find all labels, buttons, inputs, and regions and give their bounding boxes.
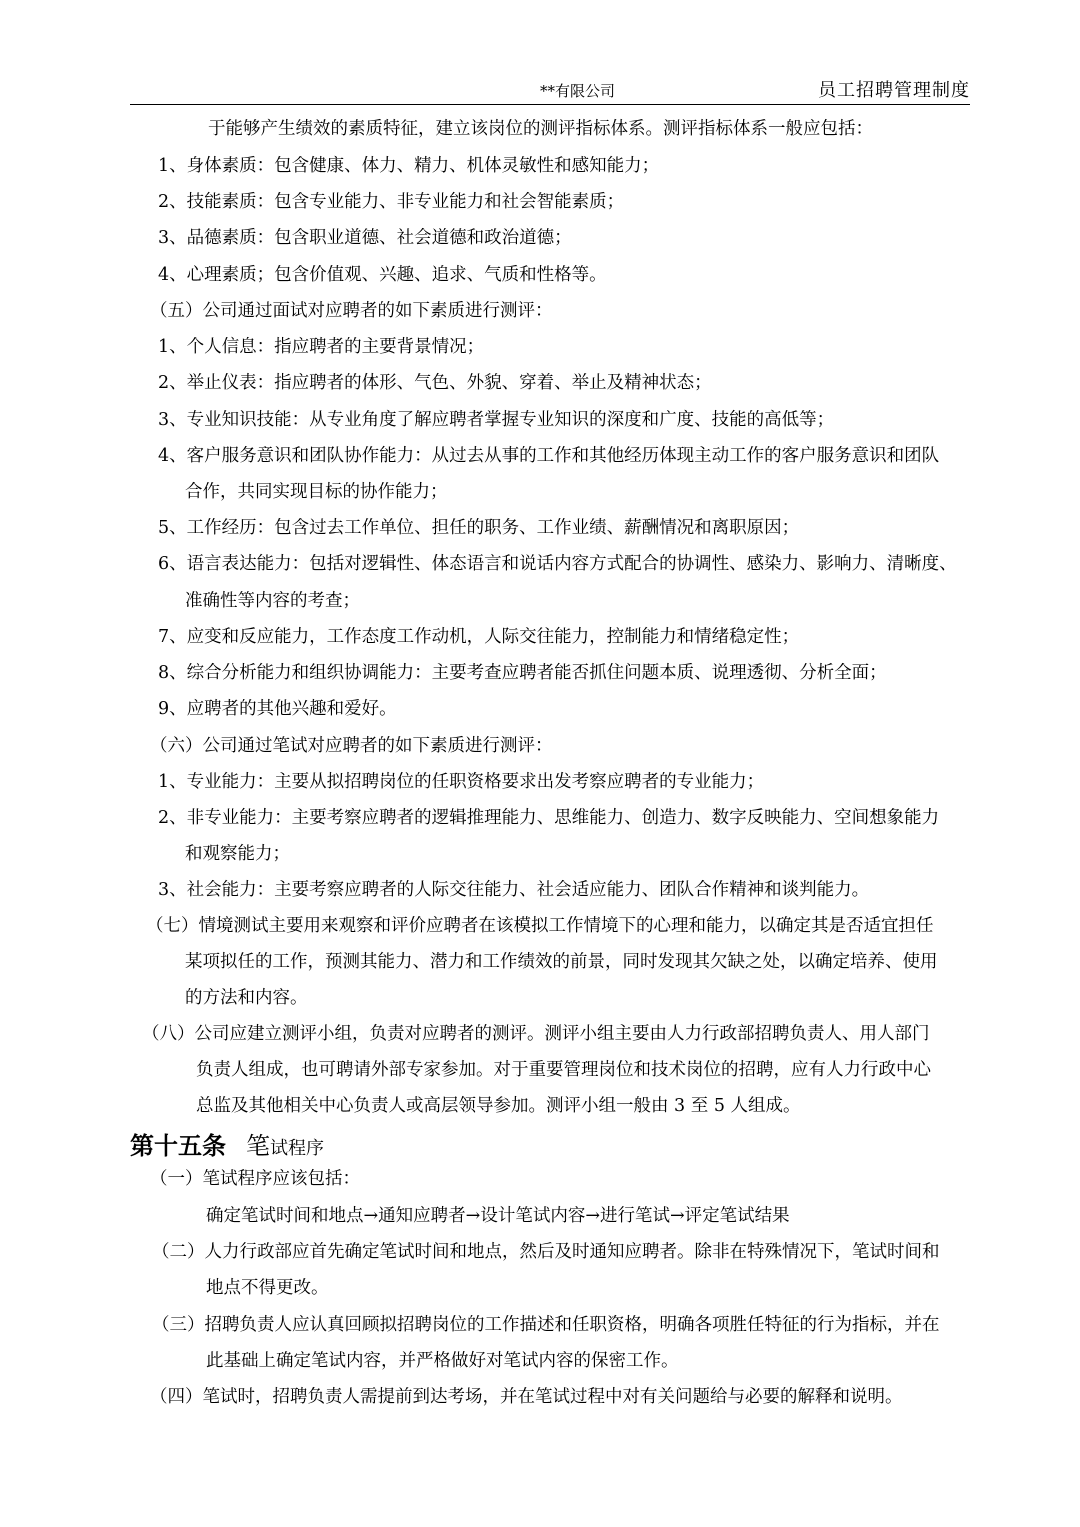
text-line: 负责人组成，也可聘请外部专家参加。对于重要管理岗位和技术岗位的招聘，应有人力行政中心 [196, 1060, 931, 1080]
text-line: （三）招聘负责人应认真回顾拟招聘岗位的工作描述和任职资格，明确各项胜任特征的行为指标，并在 [152, 1315, 940, 1335]
text-line: （二）人力行政部应首先确定笔试时间和地点，然后及时通知应聘者。除非在特殊情况下，笔试时间和 [152, 1242, 940, 1262]
text-line: 2、举止仪表：指应聘者的体形、气色、外貌、穿着、举止及精神状态； [158, 373, 712, 393]
text-line: 2、非专业能力：主要考察应聘者的逻辑推理能力、思维能力、创造力、数字反映能力、空间想象能力 [158, 808, 940, 828]
article-title-rest: 试程序 [270, 1138, 324, 1159]
text-line: （四）笔试时，招聘负责人需提前到达考场，并在笔试过程中对有关问题给与必要的解释和说明。 [150, 1387, 903, 1407]
text-line: 合作，共同实现目标的协作能力； [185, 482, 448, 502]
text-line: 3、社会能力：主要考察应聘者的人际交往能力、社会适应能力、团队合作精神和谈判能力。 [158, 880, 870, 900]
section-heading: （一）笔试程序应该包括： [150, 1169, 360, 1189]
text-line: 此基础上确定笔试内容，并严格做好对笔试内容的保密工作。 [206, 1351, 679, 1371]
text-line: 7、应变和反应能力，工作态度工作动机，人际交往能力，控制能力和情绪稳定性； [158, 627, 800, 647]
text-line: 准确性等内容的考查； [185, 591, 360, 611]
text-line: 8、综合分析能力和组织协调能力：主要考查应聘者能否抓住问题本质、说理透彻、分析全面； [158, 663, 887, 683]
header-company: **有限公司 [540, 82, 616, 100]
text-line: 地点不得更改。 [206, 1278, 329, 1298]
text-line: 某项拟任的工作，预测其能力、潜力和工作绩效的前景，同时发现其欠缺之处，以确定培养、使用 [185, 952, 938, 972]
article-15-heading [130, 1126, 324, 1161]
text-line: 6、语言表达能力：包括对逻辑性、体态语言和说话内容方式配合的协调性、感染力、影响力、清晰度、 [158, 554, 957, 574]
article-title-first: 笔 [246, 1132, 270, 1160]
section-heading: （八）公司应建立测评小组，负责对应聘者的测评。测评小组主要由人力行政部招聘负责人、用人部门 [142, 1024, 930, 1044]
text-line: 和观察能力； [185, 844, 290, 864]
text-line: 4、心理素质；包含价值观、兴趣、追求、气质和性格等。 [158, 265, 607, 285]
text-line: 3、专业知识技能：从专业角度了解应聘者掌握专业知识的深度和广度、技能的高低等； [158, 410, 835, 430]
header-title: 员工招聘管理制度 [818, 80, 970, 101]
text-line: 2、技能素质：包含专业能力、非专业能力和社会智能素质； [158, 192, 625, 212]
text-line: 5、工作经历：包含过去工作单位、担任的职务、工作业绩、薪酬情况和离职原因； [158, 518, 800, 538]
section-heading: （五）公司通过面试对应聘者的如下素质进行测评： [150, 301, 553, 321]
page-header [130, 76, 970, 105]
text-line: 于能够产生绩效的素质特征，建立该岗位的测评指标体系。测评指标体系一般应包括： [208, 119, 873, 139]
section-heading: （六）公司通过笔试对应聘者的如下素质进行测评： [150, 736, 553, 756]
text-line: 总监及其他相关中心负责人或高层领导参加。测评小组一般由 3 至 5 人组成。 [196, 1096, 801, 1116]
text-line: 3、品德素质：包含职业道德、社会道德和政治道德； [158, 228, 572, 248]
section-heading: （七）情境测试主要用来观察和评价应聘者在该模拟工作情境下的心理和能力，以确定其是否适宜担任 [146, 916, 934, 936]
text-line: 1、专业能力：主要从拟招聘岗位的任职资格要求出发考察应聘者的专业能力； [158, 772, 765, 792]
article-number: 第十五条 [130, 1132, 226, 1160]
text-line: 确定笔试时间和地点→通知应聘者→设计笔试内容→进行笔试→评定笔试结果 [206, 1206, 790, 1226]
text-line: 9、应聘者的其他兴趣和爱好。 [158, 699, 397, 719]
text-line: 1、个人信息：指应聘者的主要背景情况； [158, 337, 485, 357]
text-line: 1、身体素质：包含健康、体力、精力、机体灵敏性和感知能力； [158, 156, 660, 176]
text-line: 4、客户服务意识和团队协作能力：从过去从事的工作和其他经历体现主动工作的客户服务意识和团队 [158, 446, 940, 466]
text-line: 的方法和内容。 [185, 988, 308, 1008]
